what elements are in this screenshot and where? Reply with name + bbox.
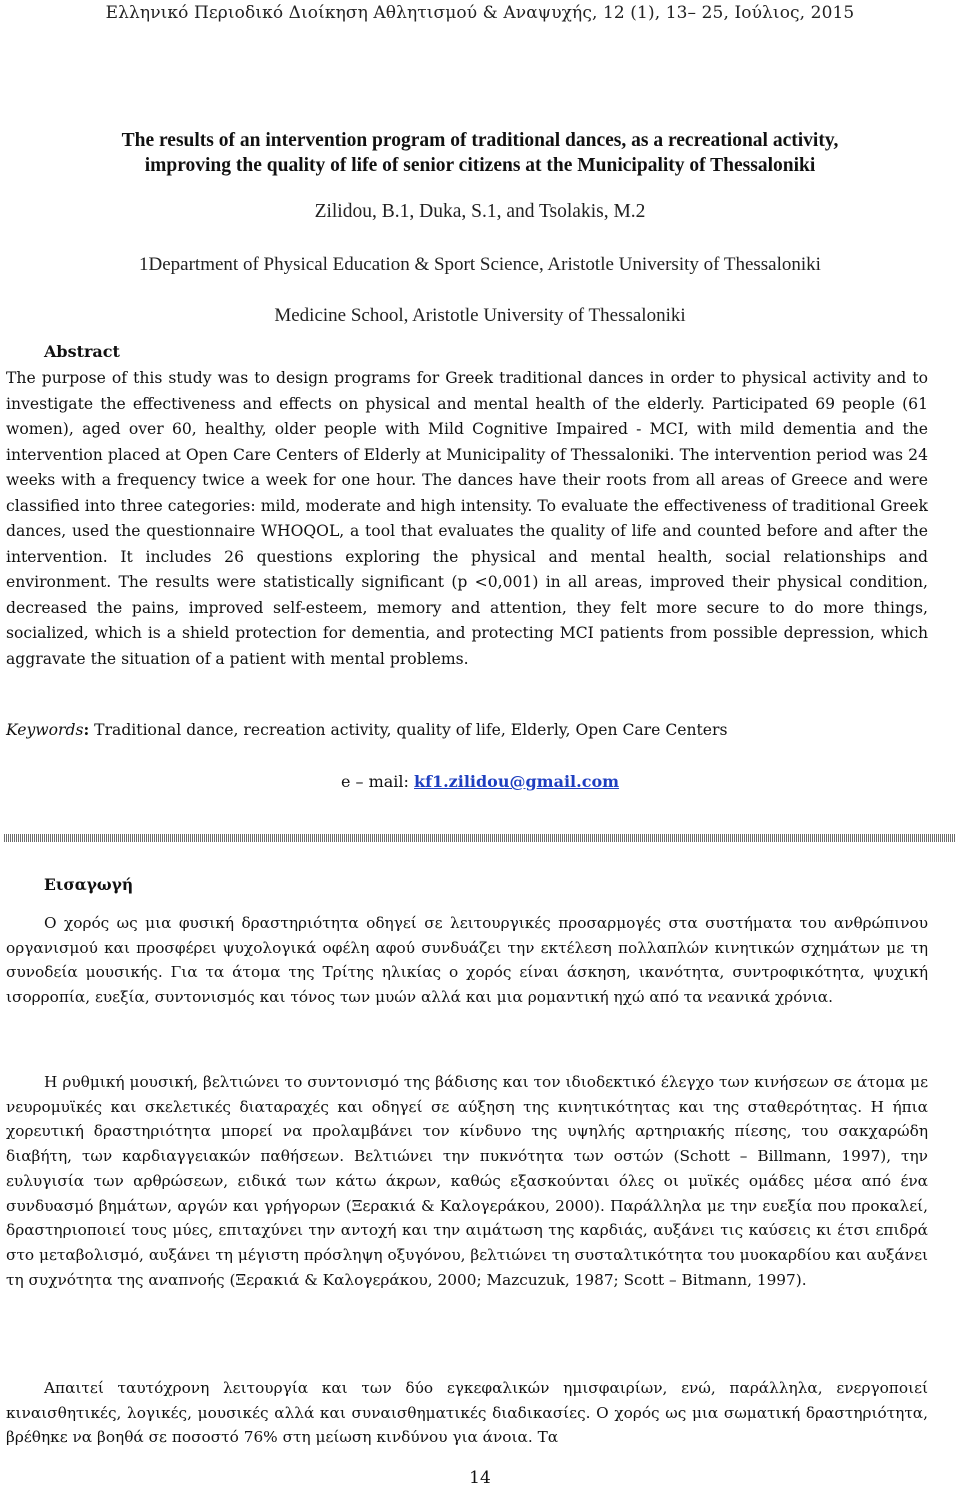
- abstract-text: The purpose of this study was to design programs for Greek traditional dances in order to physical activity and to investigate the effectiveness and effects on physical and mental health of the elderly. Participated 69 people (61 women), aged over 60, healthy, older people with Mild Cognitive Impaired - MCI, with mild dementia and the intervention placed at Open Care Centers of Elderly at Municipality of Thessaloniki. The intervention period was 24 weeks with a frequency twice a week for one hour. The dances have their roots from all areas of Greece and were classified into three categories: mild, moderate and high intensity. To evaluate the effectiveness of traditional Greek dances, used the questionnaire WHOQOL, a tool that evaluates the quality of life and counted before and after the intervention. It includes 26 questions exploring the physical and mental health, social relationships and environment. The results were statistically significant (p <0,001) in all areas, improved their physical condition, decreased the pains, improved self-esteem, memory and attention, they felt more secure to do more things, socialized, which is a shield protection for dementia, and protecting MCI patients from possible depression, which aggravate the situation of a patient with mental problems.: [6, 369, 928, 668]
- section-divider: [4, 834, 956, 842]
- email-line: [0, 772, 960, 791]
- keywords-line: [6, 720, 928, 739]
- affiliation-2: Medicine School, Aristotle University of Thessaloniki: [274, 305, 686, 326]
- running-header: Ελληνικό Περιοδικό Διοίκηση Αθλητισμού & Αναψυχής, 12 (1), 13– 25, Ιούλιος, 2015: [105, 3, 855, 23]
- introduction-heading: Εισαγωγή: [44, 875, 134, 894]
- keywords-colon: :: [83, 720, 90, 739]
- page-number: 14: [469, 1468, 491, 1488]
- author-list: Zilidou, B.1, Duka, S.1, and Tsolakis, M.2: [314, 201, 646, 222]
- keywords-label: Keywords: [6, 721, 84, 739]
- intro-paragraph-1: Ο χορός ως μια φυσική δραστηριότητα οδηγεί σε λειτουργικές προσαρμογές στα συστήματα του ανθρώπινου οργανισμού και προσφέρει ψυχολογικά οφέλη αφού συνδυάζει την εκτέλεση πολλαπλών κινητικών σχημάτων με τη συνοδεία μουσικής. Για τα άτομα της Τρίτης ηλικίας ο χορός είναι άσκηση, ικανότητα, συντροφικότητα, ψυχική ισορροπία, ευεξία, συντονισμός και τόνος των μυών αλλά και μια ρομαντική ηχώ από τα νεανικά χρόνια.: [6, 914, 928, 1007]
- title-line-2: improving the quality of life of senior citizens at the Municipality of Thessaloniki: [144, 155, 816, 176]
- email-label: e – mail:: [340, 772, 414, 791]
- intro-paragraph-2: Η ρυθμική μουσική, βελτιώνει το συντονισμό της βάδισης και τον ιδιοδεκτικό έλεγχο των κινήσεων σε άτομα με νευρομυϊκές και σκελετικές διαταραχές και οδηγεί σε αύξηση της κινητικότητας και της σταθερότητας. Η ήπια χορευτική δραστηριότητα μπορεί να προλαμβάνει τον κίνδυνο της υψηλής αρτηριακής πίεσης, του σακχαρώδη διαβήτη, των καρδιαγγειακών παθήσεων. Βελτιώνει την πυκνότητα των οστών (Schott – Billmann, 1997), την ευλυγισία των αρθρώσεων, ειδικά των κάτω άκρων, καθώς εξασκούνται όλες οι μυϊκές ομάδες μέσα από ένα συνδυασμό βημάτων, αργών και γρήγορων (Ξερακιά & Καλογεράκου, 2000). Παράλληλα με την ευεξία που προκαλεί, δραστηριοποιεί τους μύες, επιταχύνει την αντοχή και την αιμάτωση της καρδιάς, αυξάνει τις καύσεις κι έτσι επιδρά στο μεταβολισμό, αυξάνει τη μέγιστη πρόσληψη οξυγόνου, βελτιώνει τη συσταλτικότητα του μυοκαρδίου και αυξάνει τη συχνότητα της αναπνοής (Ξερακιά & Καλογεράκου, 2000; Mazcuzuk, 1987; Scott – Bitmann, 1997).: [6, 1073, 928, 1289]
- email-link[interactable]: kf1.zilidou@gmail.com: [414, 772, 620, 791]
- affiliation-1: 1Department of Physical Education & Sport Science, Aristotle University of Thessaloniki: [139, 254, 821, 275]
- keywords-text: Traditional dance, recreation activity, quality of life, Elderly, Open Care Centers: [89, 721, 728, 739]
- title-line-1: The results of an intervention program of traditional dances, as a recreational activity,: [121, 130, 839, 151]
- article-title: [0, 128, 960, 178]
- intro-paragraph-3: Απαιτεί ταυτόχρονη λειτουργία και των δύο εγκεφαλικών ημισφαιρίων, ενώ, παράλληλα, ενεργοποιεί κιναισθητικές, λογικές, μουσικές αλλά και συναισθηματικές διαδικασίες. Ο χορός ως μια σωματική δραστηριότητα, βρέθηκε να βοηθά σε ποσοστό 76% στη μείωση κινδύνου για άνοια. Τα: [6, 1379, 928, 1447]
- abstract-heading: Abstract: [44, 342, 120, 361]
